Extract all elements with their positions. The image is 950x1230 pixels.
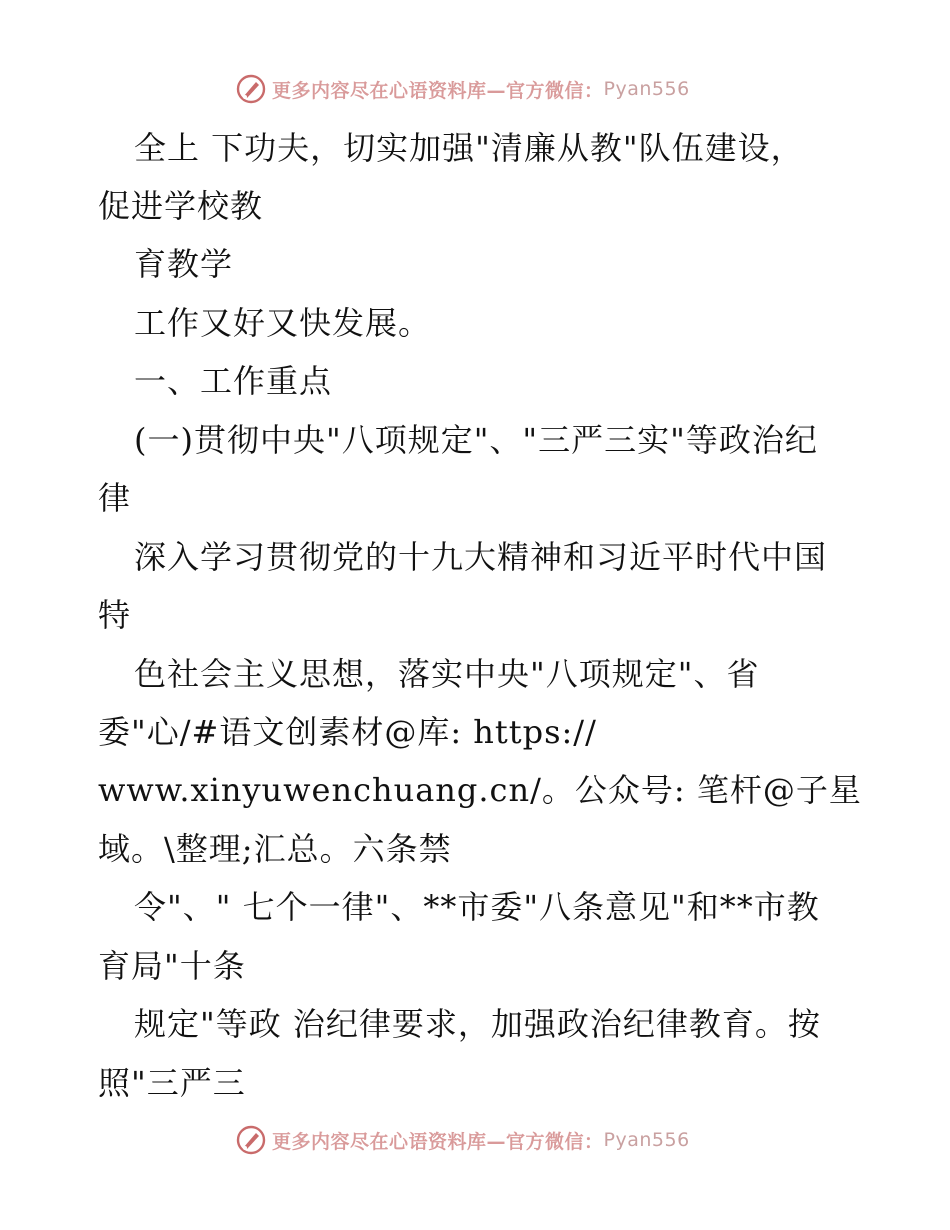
header-banner (236, 72, 690, 106)
pen-logo-icon (236, 74, 266, 104)
text-line: 育教学 (134, 245, 234, 283)
subsection-heading: (一)贯彻中央"八项规定"、"三严三实"等政治纪 (134, 421, 818, 459)
text-line: 委"心/#语文创素材@库: https:// (98, 713, 597, 751)
pen-logo-icon (236, 1125, 266, 1155)
text-line: 特 (98, 596, 132, 634)
footer-banner (236, 1123, 690, 1157)
text-line: 规定"等政 治纪律要求，加强政治纪律教育。按 (134, 1005, 821, 1043)
text-line: 色社会主义思想，落实中央"八项规定"、省 (134, 655, 760, 693)
banner-text: 更多内容尽在心语资料库—官方微信： (272, 1130, 604, 1153)
text-line: 工作又好又快发展。 (134, 304, 432, 342)
text-line: 域。\整理;汇总。六条禁 (98, 830, 452, 868)
section-heading: 一、工作重点 (134, 362, 333, 400)
text-line: 全上 下功夫，切实加强"清廉从教"队伍建设， (134, 129, 804, 167)
banner-wechat-id: Pyan556 (603, 78, 690, 100)
text-line: 照"三严三 (98, 1064, 246, 1102)
banner-text: 更多内容尽在心语资料库—官方微信： (272, 79, 604, 102)
text-line: 促进学校教 (98, 187, 264, 225)
text-line: 令"、" 七个一律"、**市委"八条意见"和**市教 (134, 888, 820, 926)
text-line: www.xinyuwenchuang.cn/。公众号: 笔杆@子星 (98, 771, 862, 809)
banner-wechat-id: Pyan556 (603, 1129, 690, 1151)
text-line: 律 (98, 479, 132, 517)
text-line: 育局"十条 (98, 947, 246, 985)
text-line: 深入学习贯彻党的十九大精神和习近平时代中国 (134, 538, 828, 576)
